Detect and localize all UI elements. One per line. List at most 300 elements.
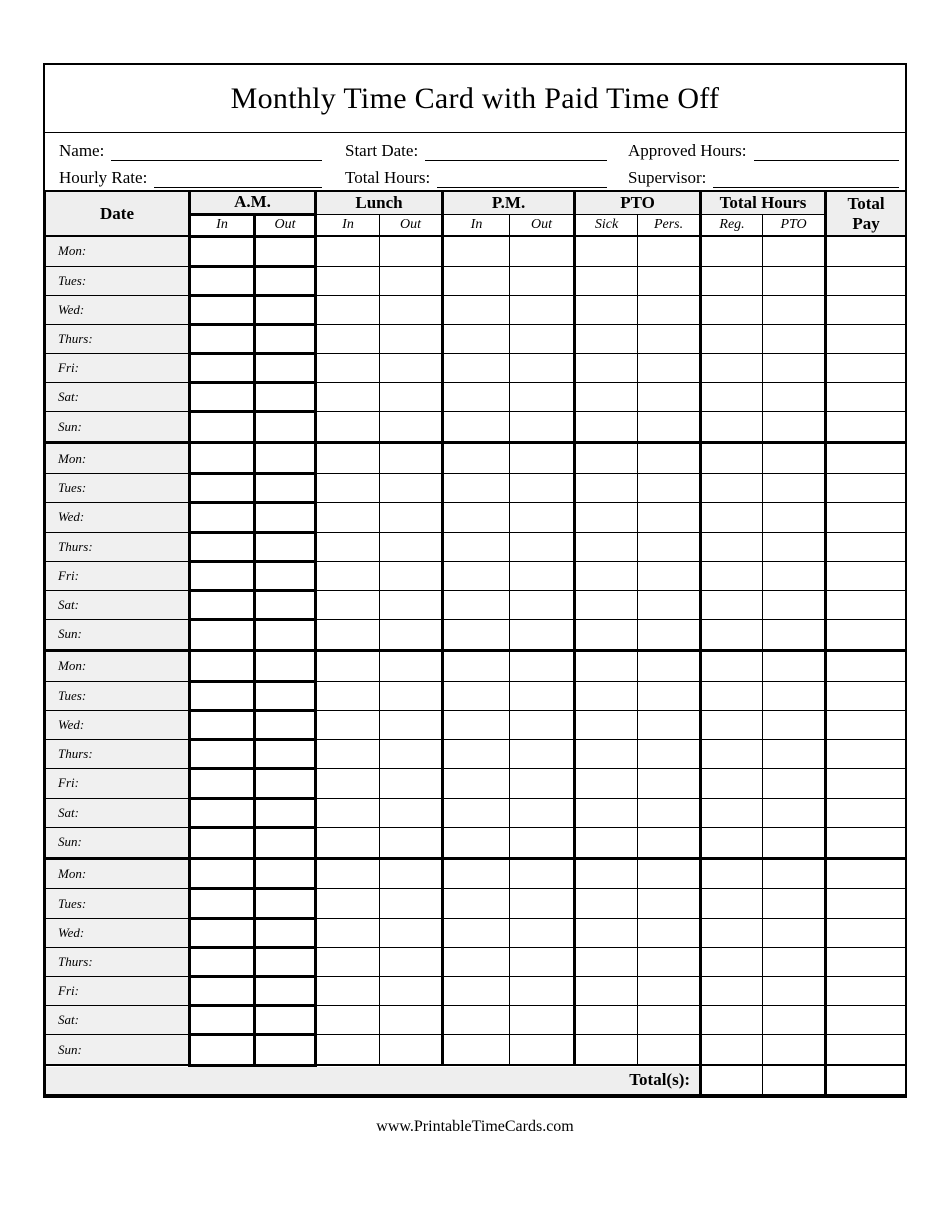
totals-pay-cell[interactable]	[826, 1065, 906, 1095]
pm-out-entry-cell[interactable]	[510, 650, 575, 681]
am-in-entry-cell[interactable]	[190, 798, 255, 827]
am-out-entry-cell[interactable]	[255, 827, 316, 858]
am-in-entry-cell[interactable]	[190, 354, 255, 383]
pm-in-entry-cell[interactable]	[443, 532, 510, 561]
pto-pers-entry-cell[interactable]	[638, 681, 701, 710]
am-out-entry-cell[interactable]	[255, 858, 316, 889]
th-pto-entry-cell[interactable]	[763, 798, 826, 827]
th-pto-entry-cell[interactable]	[763, 976, 826, 1005]
pm-in-entry-cell[interactable]	[443, 412, 510, 443]
pm-in-entry-cell[interactable]	[443, 474, 510, 503]
lunch-in-entry-cell[interactable]	[316, 503, 380, 532]
am-in-entry-cell[interactable]	[190, 827, 255, 858]
pm-out-entry-cell[interactable]	[510, 412, 575, 443]
lunch-out-entry-cell[interactable]	[380, 858, 443, 889]
pto-pers-entry-cell[interactable]	[638, 561, 701, 590]
pay-entry-cell[interactable]	[826, 889, 906, 918]
am-in-entry-cell[interactable]	[190, 412, 255, 443]
th-reg-entry-cell[interactable]	[701, 858, 763, 889]
th-reg-entry-cell[interactable]	[701, 1035, 763, 1065]
th-pto-entry-cell[interactable]	[763, 266, 826, 295]
pto-sick-entry-cell[interactable]	[575, 650, 638, 681]
am-out-entry-cell[interactable]	[255, 1035, 316, 1065]
pto-pers-entry-cell[interactable]	[638, 769, 701, 798]
lunch-in-entry-cell[interactable]	[316, 1035, 380, 1065]
pto-sick-entry-cell[interactable]	[575, 827, 638, 858]
pto-sick-entry-cell[interactable]	[575, 295, 638, 324]
th-reg-entry-cell[interactable]	[701, 474, 763, 503]
pay-entry-cell[interactable]	[826, 620, 906, 651]
lunch-out-entry-cell[interactable]	[380, 503, 443, 532]
th-pto-entry-cell[interactable]	[763, 889, 826, 918]
pay-entry-cell[interactable]	[826, 383, 906, 412]
pm-in-entry-cell[interactable]	[443, 1035, 510, 1065]
am-in-entry-cell[interactable]	[190, 295, 255, 324]
pm-in-entry-cell[interactable]	[443, 383, 510, 412]
am-in-entry-cell[interactable]	[190, 1035, 255, 1065]
th-pto-entry-cell[interactable]	[763, 827, 826, 858]
th-pto-entry-cell[interactable]	[763, 681, 826, 710]
am-out-entry-cell[interactable]	[255, 918, 316, 947]
pto-sick-entry-cell[interactable]	[575, 561, 638, 590]
pto-pers-entry-cell[interactable]	[638, 383, 701, 412]
th-reg-entry-cell[interactable]	[701, 827, 763, 858]
pm-out-entry-cell[interactable]	[510, 590, 575, 619]
pto-sick-entry-cell[interactable]	[575, 532, 638, 561]
pay-entry-cell[interactable]	[826, 412, 906, 443]
pto-pers-entry-cell[interactable]	[638, 503, 701, 532]
pto-sick-entry-cell[interactable]	[575, 236, 638, 266]
pto-sick-entry-cell[interactable]	[575, 474, 638, 503]
pm-in-entry-cell[interactable]	[443, 858, 510, 889]
am-in-entry-cell[interactable]	[190, 383, 255, 412]
pm-in-entry-cell[interactable]	[443, 266, 510, 295]
pm-out-entry-cell[interactable]	[510, 474, 575, 503]
pto-sick-entry-cell[interactable]	[575, 769, 638, 798]
lunch-out-entry-cell[interactable]	[380, 295, 443, 324]
th-reg-entry-cell[interactable]	[701, 798, 763, 827]
pm-in-entry-cell[interactable]	[443, 798, 510, 827]
lunch-out-entry-cell[interactable]	[380, 412, 443, 443]
th-pto-entry-cell[interactable]	[763, 769, 826, 798]
th-reg-entry-cell[interactable]	[701, 266, 763, 295]
lunch-out-entry-cell[interactable]	[380, 947, 443, 976]
th-reg-entry-cell[interactable]	[701, 947, 763, 976]
lunch-out-entry-cell[interactable]	[380, 918, 443, 947]
pay-entry-cell[interactable]	[826, 798, 906, 827]
pay-entry-cell[interactable]	[826, 503, 906, 532]
th-reg-entry-cell[interactable]	[701, 412, 763, 443]
pto-pers-entry-cell[interactable]	[638, 1035, 701, 1065]
lunch-in-entry-cell[interactable]	[316, 827, 380, 858]
pay-entry-cell[interactable]	[826, 858, 906, 889]
pay-entry-cell[interactable]	[826, 769, 906, 798]
pto-pers-entry-cell[interactable]	[638, 474, 701, 503]
pay-entry-cell[interactable]	[826, 236, 906, 266]
pay-entry-cell[interactable]	[826, 710, 906, 739]
th-reg-entry-cell[interactable]	[701, 503, 763, 532]
am-in-entry-cell[interactable]	[190, 947, 255, 976]
pm-out-entry-cell[interactable]	[510, 532, 575, 561]
pay-entry-cell[interactable]	[826, 590, 906, 619]
th-reg-entry-cell[interactable]	[701, 650, 763, 681]
pay-entry-cell[interactable]	[826, 532, 906, 561]
lunch-out-entry-cell[interactable]	[380, 561, 443, 590]
pay-entry-cell[interactable]	[826, 1006, 906, 1035]
th-pto-entry-cell[interactable]	[763, 474, 826, 503]
th-pto-entry-cell[interactable]	[763, 503, 826, 532]
pm-in-entry-cell[interactable]	[443, 976, 510, 1005]
pm-in-entry-cell[interactable]	[443, 740, 510, 769]
pto-sick-entry-cell[interactable]	[575, 740, 638, 769]
pm-out-entry-cell[interactable]	[510, 383, 575, 412]
am-in-entry-cell[interactable]	[190, 561, 255, 590]
pay-entry-cell[interactable]	[826, 1035, 906, 1065]
lunch-in-entry-cell[interactable]	[316, 1006, 380, 1035]
pm-out-entry-cell[interactable]	[510, 443, 575, 474]
pto-sick-entry-cell[interactable]	[575, 590, 638, 619]
lunch-in-entry-cell[interactable]	[316, 474, 380, 503]
am-in-entry-cell[interactable]	[190, 681, 255, 710]
am-in-entry-cell[interactable]	[190, 710, 255, 739]
lunch-in-entry-cell[interactable]	[316, 266, 380, 295]
th-pto-entry-cell[interactable]	[763, 918, 826, 947]
lunch-in-entry-cell[interactable]	[316, 590, 380, 619]
lunch-out-entry-cell[interactable]	[380, 769, 443, 798]
lunch-in-entry-cell[interactable]	[316, 532, 380, 561]
am-in-entry-cell[interactable]	[190, 590, 255, 619]
am-out-entry-cell[interactable]	[255, 1006, 316, 1035]
pay-entry-cell[interactable]	[826, 976, 906, 1005]
pay-entry-cell[interactable]	[826, 295, 906, 324]
lunch-out-entry-cell[interactable]	[380, 827, 443, 858]
lunch-out-entry-cell[interactable]	[380, 889, 443, 918]
pm-out-entry-cell[interactable]	[510, 798, 575, 827]
am-out-entry-cell[interactable]	[255, 769, 316, 798]
lunch-out-entry-cell[interactable]	[380, 590, 443, 619]
pm-in-entry-cell[interactable]	[443, 443, 510, 474]
pay-entry-cell[interactable]	[826, 354, 906, 383]
pm-in-entry-cell[interactable]	[443, 710, 510, 739]
lunch-in-entry-cell[interactable]	[316, 650, 380, 681]
pm-in-entry-cell[interactable]	[443, 236, 510, 266]
am-out-entry-cell[interactable]	[255, 740, 316, 769]
am-in-entry-cell[interactable]	[190, 443, 255, 474]
am-in-entry-cell[interactable]	[190, 650, 255, 681]
am-in-entry-cell[interactable]	[190, 889, 255, 918]
lunch-out-entry-cell[interactable]	[380, 1035, 443, 1065]
am-out-entry-cell[interactable]	[255, 474, 316, 503]
lunch-in-entry-cell[interactable]	[316, 858, 380, 889]
pm-out-entry-cell[interactable]	[510, 236, 575, 266]
pto-pers-entry-cell[interactable]	[638, 620, 701, 651]
pm-in-entry-cell[interactable]	[443, 650, 510, 681]
th-reg-entry-cell[interactable]	[701, 561, 763, 590]
pto-pers-entry-cell[interactable]	[638, 412, 701, 443]
th-pto-entry-cell[interactable]	[763, 1006, 826, 1035]
th-reg-entry-cell[interactable]	[701, 236, 763, 266]
am-in-entry-cell[interactable]	[190, 976, 255, 1005]
th-reg-entry-cell[interactable]	[701, 918, 763, 947]
lunch-out-entry-cell[interactable]	[380, 443, 443, 474]
am-in-entry-cell[interactable]	[190, 1006, 255, 1035]
am-in-entry-cell[interactable]	[190, 474, 255, 503]
pay-entry-cell[interactable]	[826, 827, 906, 858]
lunch-in-entry-cell[interactable]	[316, 295, 380, 324]
lunch-out-entry-cell[interactable]	[380, 710, 443, 739]
am-in-entry-cell[interactable]	[190, 858, 255, 889]
pm-in-entry-cell[interactable]	[443, 324, 510, 353]
th-pto-entry-cell[interactable]	[763, 295, 826, 324]
totals-pto-cell[interactable]	[763, 1065, 826, 1095]
th-pto-entry-cell[interactable]	[763, 710, 826, 739]
lunch-out-entry-cell[interactable]	[380, 798, 443, 827]
am-out-entry-cell[interactable]	[255, 443, 316, 474]
pto-sick-entry-cell[interactable]	[575, 681, 638, 710]
th-reg-entry-cell[interactable]	[701, 620, 763, 651]
pto-sick-entry-cell[interactable]	[575, 443, 638, 474]
th-pto-entry-cell[interactable]	[763, 236, 826, 266]
lunch-in-entry-cell[interactable]	[316, 889, 380, 918]
lunch-in-entry-cell[interactable]	[316, 443, 380, 474]
th-pto-entry-cell[interactable]	[763, 561, 826, 590]
pto-sick-entry-cell[interactable]	[575, 620, 638, 651]
am-in-entry-cell[interactable]	[190, 532, 255, 561]
th-reg-entry-cell[interactable]	[701, 769, 763, 798]
lunch-in-entry-cell[interactable]	[316, 354, 380, 383]
pto-pers-entry-cell[interactable]	[638, 590, 701, 619]
pto-sick-entry-cell[interactable]	[575, 976, 638, 1005]
pay-entry-cell[interactable]	[826, 681, 906, 710]
lunch-in-entry-cell[interactable]	[316, 769, 380, 798]
lunch-in-entry-cell[interactable]	[316, 947, 380, 976]
pay-entry-cell[interactable]	[826, 947, 906, 976]
th-pto-entry-cell[interactable]	[763, 532, 826, 561]
pm-in-entry-cell[interactable]	[443, 889, 510, 918]
pto-pers-entry-cell[interactable]	[638, 354, 701, 383]
am-out-entry-cell[interactable]	[255, 266, 316, 295]
pto-sick-entry-cell[interactable]	[575, 858, 638, 889]
lunch-out-entry-cell[interactable]	[380, 681, 443, 710]
th-pto-entry-cell[interactable]	[763, 947, 826, 976]
am-out-entry-cell[interactable]	[255, 295, 316, 324]
lunch-in-entry-cell[interactable]	[316, 681, 380, 710]
pm-out-entry-cell[interactable]	[510, 827, 575, 858]
pto-sick-entry-cell[interactable]	[575, 889, 638, 918]
lunch-out-entry-cell[interactable]	[380, 532, 443, 561]
th-reg-entry-cell[interactable]	[701, 681, 763, 710]
th-pto-entry-cell[interactable]	[763, 650, 826, 681]
am-out-entry-cell[interactable]	[255, 976, 316, 1005]
field-name-input-line[interactable]	[111, 142, 322, 161]
lunch-in-entry-cell[interactable]	[316, 976, 380, 1005]
am-in-entry-cell[interactable]	[190, 918, 255, 947]
am-out-entry-cell[interactable]	[255, 532, 316, 561]
pm-out-entry-cell[interactable]	[510, 266, 575, 295]
am-out-entry-cell[interactable]	[255, 620, 316, 651]
pto-pers-entry-cell[interactable]	[638, 947, 701, 976]
pm-out-entry-cell[interactable]	[510, 1035, 575, 1065]
th-pto-entry-cell[interactable]	[763, 324, 826, 353]
lunch-out-entry-cell[interactable]	[380, 354, 443, 383]
pto-sick-entry-cell[interactable]	[575, 383, 638, 412]
am-out-entry-cell[interactable]	[255, 798, 316, 827]
pay-entry-cell[interactable]	[826, 561, 906, 590]
th-pto-entry-cell[interactable]	[763, 620, 826, 651]
pm-in-entry-cell[interactable]	[443, 681, 510, 710]
pto-sick-entry-cell[interactable]	[575, 503, 638, 532]
th-reg-entry-cell[interactable]	[701, 295, 763, 324]
lunch-out-entry-cell[interactable]	[380, 474, 443, 503]
am-out-entry-cell[interactable]	[255, 412, 316, 443]
pm-in-entry-cell[interactable]	[443, 590, 510, 619]
pay-entry-cell[interactable]	[826, 650, 906, 681]
field-total-hours-input-line[interactable]	[437, 169, 607, 188]
pm-in-entry-cell[interactable]	[443, 354, 510, 383]
am-out-entry-cell[interactable]	[255, 650, 316, 681]
pm-out-entry-cell[interactable]	[510, 918, 575, 947]
pm-out-entry-cell[interactable]	[510, 620, 575, 651]
pm-in-entry-cell[interactable]	[443, 918, 510, 947]
lunch-in-entry-cell[interactable]	[316, 798, 380, 827]
pay-entry-cell[interactable]	[826, 324, 906, 353]
pm-out-entry-cell[interactable]	[510, 889, 575, 918]
pm-out-entry-cell[interactable]	[510, 769, 575, 798]
field-hourly-rate-input-line[interactable]	[154, 169, 322, 188]
pto-pers-entry-cell[interactable]	[638, 236, 701, 266]
pm-in-entry-cell[interactable]	[443, 503, 510, 532]
totals-reg-cell[interactable]	[701, 1065, 763, 1095]
am-out-entry-cell[interactable]	[255, 710, 316, 739]
pm-out-entry-cell[interactable]	[510, 561, 575, 590]
th-pto-entry-cell[interactable]	[763, 412, 826, 443]
th-reg-entry-cell[interactable]	[701, 354, 763, 383]
th-reg-entry-cell[interactable]	[701, 740, 763, 769]
lunch-out-entry-cell[interactable]	[380, 266, 443, 295]
pto-pers-entry-cell[interactable]	[638, 324, 701, 353]
am-in-entry-cell[interactable]	[190, 740, 255, 769]
th-reg-entry-cell[interactable]	[701, 383, 763, 412]
lunch-in-entry-cell[interactable]	[316, 918, 380, 947]
pto-sick-entry-cell[interactable]	[575, 798, 638, 827]
lunch-in-entry-cell[interactable]	[316, 383, 380, 412]
pm-in-entry-cell[interactable]	[443, 769, 510, 798]
th-pto-entry-cell[interactable]	[763, 1035, 826, 1065]
pay-entry-cell[interactable]	[826, 918, 906, 947]
th-pto-entry-cell[interactable]	[763, 383, 826, 412]
pm-out-entry-cell[interactable]	[510, 947, 575, 976]
pm-out-entry-cell[interactable]	[510, 858, 575, 889]
pay-entry-cell[interactable]	[826, 474, 906, 503]
pto-pers-entry-cell[interactable]	[638, 827, 701, 858]
lunch-out-entry-cell[interactable]	[380, 740, 443, 769]
lunch-in-entry-cell[interactable]	[316, 412, 380, 443]
pto-sick-entry-cell[interactable]	[575, 412, 638, 443]
pto-sick-entry-cell[interactable]	[575, 918, 638, 947]
lunch-in-entry-cell[interactable]	[316, 561, 380, 590]
pm-in-entry-cell[interactable]	[443, 1006, 510, 1035]
pm-out-entry-cell[interactable]	[510, 503, 575, 532]
lunch-out-entry-cell[interactable]	[380, 620, 443, 651]
pm-in-entry-cell[interactable]	[443, 561, 510, 590]
am-out-entry-cell[interactable]	[255, 324, 316, 353]
pm-in-entry-cell[interactable]	[443, 620, 510, 651]
lunch-out-entry-cell[interactable]	[380, 236, 443, 266]
am-out-entry-cell[interactable]	[255, 561, 316, 590]
pto-pers-entry-cell[interactable]	[638, 532, 701, 561]
pto-sick-entry-cell[interactable]	[575, 947, 638, 976]
am-out-entry-cell[interactable]	[255, 889, 316, 918]
pm-in-entry-cell[interactable]	[443, 947, 510, 976]
field-supervisor-input-line[interactable]	[713, 169, 899, 188]
field-approved-hours-input-line[interactable]	[754, 142, 899, 161]
am-out-entry-cell[interactable]	[255, 947, 316, 976]
lunch-in-entry-cell[interactable]	[316, 236, 380, 266]
th-reg-entry-cell[interactable]	[701, 532, 763, 561]
pto-pers-entry-cell[interactable]	[638, 710, 701, 739]
am-out-entry-cell[interactable]	[255, 503, 316, 532]
am-in-entry-cell[interactable]	[190, 236, 255, 266]
pto-sick-entry-cell[interactable]	[575, 354, 638, 383]
th-pto-entry-cell[interactable]	[763, 354, 826, 383]
am-out-entry-cell[interactable]	[255, 681, 316, 710]
lunch-out-entry-cell[interactable]	[380, 650, 443, 681]
am-in-entry-cell[interactable]	[190, 266, 255, 295]
pm-out-entry-cell[interactable]	[510, 976, 575, 1005]
pto-sick-entry-cell[interactable]	[575, 710, 638, 739]
th-pto-entry-cell[interactable]	[763, 590, 826, 619]
th-reg-entry-cell[interactable]	[701, 1006, 763, 1035]
th-pto-entry-cell[interactable]	[763, 858, 826, 889]
am-out-entry-cell[interactable]	[255, 590, 316, 619]
pto-sick-entry-cell[interactable]	[575, 266, 638, 295]
pto-pers-entry-cell[interactable]	[638, 443, 701, 474]
th-reg-entry-cell[interactable]	[701, 889, 763, 918]
pay-entry-cell[interactable]	[826, 740, 906, 769]
pay-entry-cell[interactable]	[826, 266, 906, 295]
pto-pers-entry-cell[interactable]	[638, 1006, 701, 1035]
pto-pers-entry-cell[interactable]	[638, 740, 701, 769]
th-pto-entry-cell[interactable]	[763, 443, 826, 474]
pto-pers-entry-cell[interactable]	[638, 798, 701, 827]
lunch-in-entry-cell[interactable]	[316, 324, 380, 353]
am-in-entry-cell[interactable]	[190, 769, 255, 798]
pm-out-entry-cell[interactable]	[510, 681, 575, 710]
field-start-date-input-line[interactable]	[425, 142, 607, 161]
pto-pers-entry-cell[interactable]	[638, 918, 701, 947]
pm-out-entry-cell[interactable]	[510, 710, 575, 739]
th-reg-entry-cell[interactable]	[701, 590, 763, 619]
pm-out-entry-cell[interactable]	[510, 295, 575, 324]
lunch-out-entry-cell[interactable]	[380, 324, 443, 353]
th-reg-entry-cell[interactable]	[701, 710, 763, 739]
lunch-out-entry-cell[interactable]	[380, 976, 443, 1005]
pto-sick-entry-cell[interactable]	[575, 1006, 638, 1035]
am-out-entry-cell[interactable]	[255, 236, 316, 266]
th-pto-entry-cell[interactable]	[763, 740, 826, 769]
pm-in-entry-cell[interactable]	[443, 295, 510, 324]
lunch-in-entry-cell[interactable]	[316, 740, 380, 769]
pm-in-entry-cell[interactable]	[443, 827, 510, 858]
am-in-entry-cell[interactable]	[190, 503, 255, 532]
lunch-out-entry-cell[interactable]	[380, 383, 443, 412]
pm-out-entry-cell[interactable]	[510, 740, 575, 769]
th-reg-entry-cell[interactable]	[701, 976, 763, 1005]
th-reg-entry-cell[interactable]	[701, 324, 763, 353]
pto-pers-entry-cell[interactable]	[638, 266, 701, 295]
pto-sick-entry-cell[interactable]	[575, 1035, 638, 1065]
pto-pers-entry-cell[interactable]	[638, 295, 701, 324]
